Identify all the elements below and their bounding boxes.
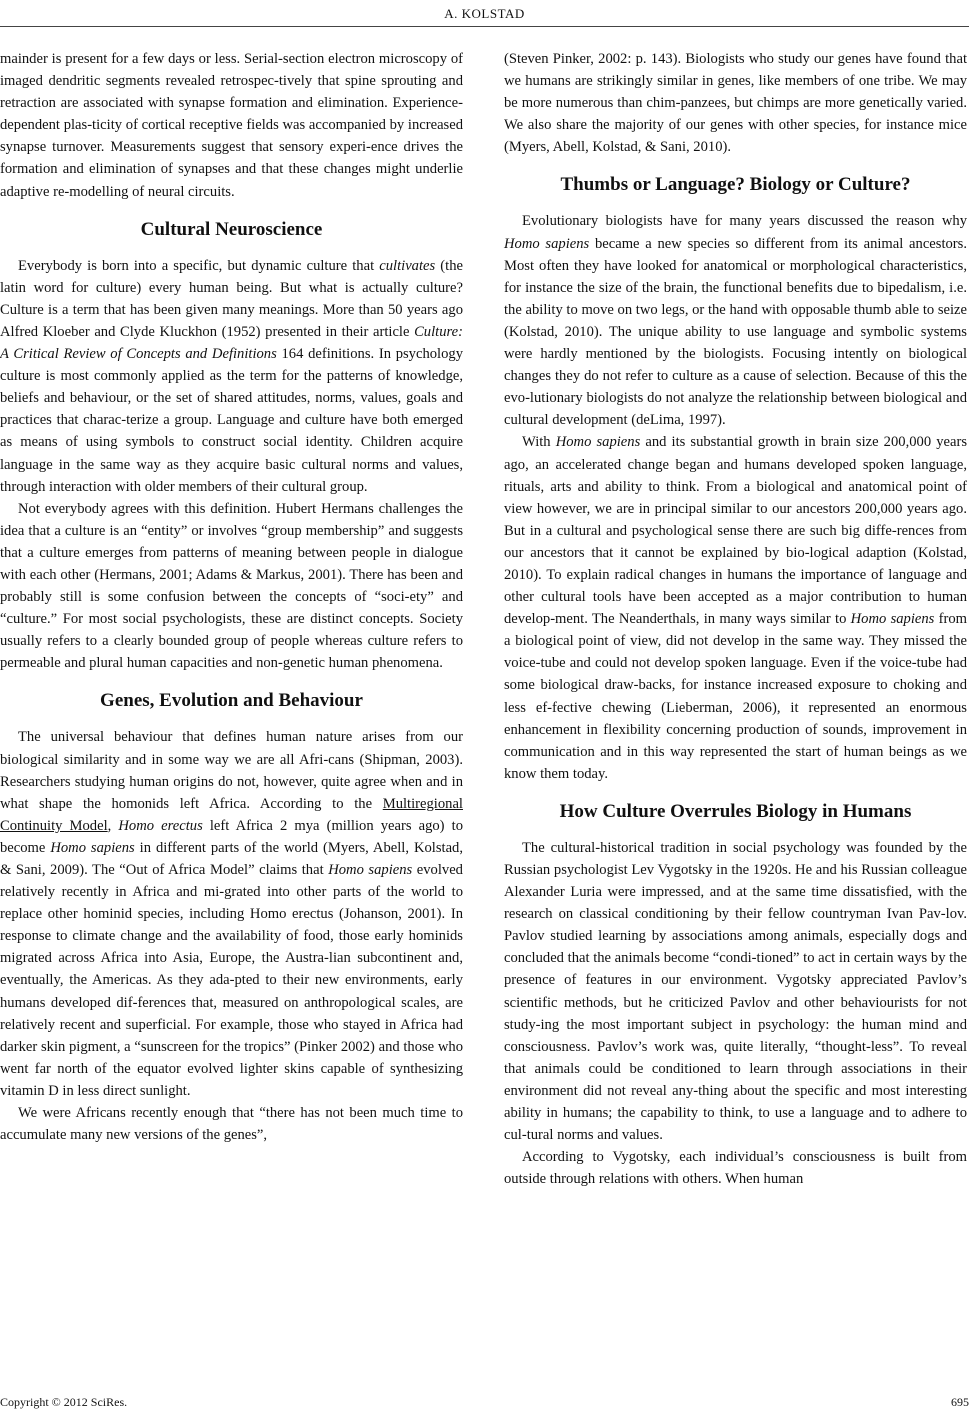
italic-species: Homo sapiens <box>504 235 590 252</box>
section-heading-genes-evolution: Genes, Evolution and Behaviour <box>100 690 363 712</box>
paragraph-pinker-continued: (Steven Pinker, 2002: p. 143). Biologists who study our genes have found that we humans are strikingly similar in genes, like members of one tribe. We may be more numerous than chim-panzees, but chimps are more genetically varied. We also share the majority of our genes with other species, for instance mice (Myers, Abell, Kolstad, & Sani, 2010). <box>504 51 967 156</box>
paragraph-human-origins: The universal behaviour that defines human nature arises from our biological similarity and in some way we are all Afri-cans (Shipman, 2003). Researchers studying human origins do not, however, quite agree when and in what shape the homonids left Africa. According to the Multiregional Continuity Model, Homo erectus left Africa 2 mya (million years ago) to become Homo sapiens in different parts of the world (Myers, Abell, Kolstad, & Sani, 2009). The “Out of Africa Model” claims that Homo sapiens evolved relatively recently in Africa and mi-grated into other parts of the world to replace other hominid species, including Homo erectus (Johanson, 2001). In response to climate change and the availability of food, those early hominids migrated across Africa into Asia, Europe, the Austra-lian subcontinent and, eventually, the Americas. As they ada-pted to their new environments, early humans developed dif-ferences that, measured on anthropological scales, are relatively recent and superficial. For example, those who stayed in Africa had darker skin pigment, a “sunscreen for the tropics” (Pinker 2002) and those who went far north of the equator evolved lighter skins capable of synthesizing vitamin D in less direct sunlight. <box>0 729 463 1099</box>
left-column <box>0 48 463 1146</box>
paragraph-vygotsky-consciousness: According to Vygotsky, each individual’s consciousness is built from outside through relations with others. When human <box>504 1149 967 1188</box>
paragraph-vygotsky-tradition: The cultural-historical tradition in social psychology was founded by the Russian psychologist Lev Vygotsky in the 1920s. He and his Russian colleague Alexander Luria were impressed, and at the same time dissatisfied, with the research on classical conditioning by their fellow countryman Ivan Pav-lov. Pavlov studied learning by associations among animals, especially dogs and concluded that the animals become “condi-tioned” to act in certain ways by the presence of features in our environment. Vygotsky appreciated Pavlov’s scientific methods, but he criticized Pavlov and other behaviourists for not study-ing the most important subject in psychology: the human mind and consciousness. Pavlov’s work was, quite literally, “thought-less”. To reveal that animals could be conditioned to learn through associations in their environment did not reveal any-thing about the specific and most interesting ability in humans; the capability to think, to use a language and to adhere to cul-tural norms and values. <box>504 839 967 1144</box>
paragraph-intro-continued: mainder is present for a few days or less. Serial-section electron microscopy of imaged dendritic segments revealed retrospec-tively that spine sprouting and retraction are associated with synapse formation and elimination. Experience-dependent plas-ticity of cortical receptive fields was accompanied by increased synapse turnover. Measurements suggest that sensory experi-ence drives the formation and elimination of synapses and that these changes might underlie adaptive re-modelling of neural circuits. <box>0 51 463 200</box>
footer-page-number: 695 <box>951 1395 969 1409</box>
section-heading-culture-overrules-biology: How Culture Overrules Biology in Humans <box>559 800 912 822</box>
italic-species: Homo erectus <box>118 817 203 834</box>
italic-term: cultivates <box>379 257 436 274</box>
italic-species: Homo sapiens <box>555 434 641 451</box>
italic-species: Homo sapiens <box>328 862 413 878</box>
italic-species: Homo sapiens <box>50 839 135 856</box>
footer-copyright: Copyright © 2012 SciRes. <box>0 1395 128 1409</box>
italic-article-title: Culture: A Critical Review of Concepts and Definitions <box>0 323 463 363</box>
paragraph-africans: We were Africans recently enough that “there has not been much time to accumulate many new versions of the genes”, <box>0 1105 463 1144</box>
paragraph-culture-definition: Everybody is born into a specific, but dynamic culture that cultivates (the latin word for culture) every human being. But what is actually culture? Culture is a term that has been given many meanings. More than 50 years ago Alfred Kloeber and Clyde Kluckhon (1952) presented in their article Culture: A Critical Review of Concepts and Definitions 164 definitions. In psychology culture is most commonly applied as the term for the patterns of knowledge, beliefs and behaviour, or the set of shared attitudes, norms, values, goals and practices that charac-terize a group. Language and culture have both emerged as means of using symbols to construct social identity. Children acquire language in the same way as they acquire basic cultural norms and values, through interaction with older members of their cultural group. <box>0 257 463 495</box>
paragraph-hermans: Not everybody agrees with this definition. Hubert Hermans challenges the idea that a culture is an “entity” or involves “group membership” and suggests that a culture emerges from patterns of meaning between people in dialogue with each other (Hermans, 2001; Adams & Markus, 2001). There has been and probably still is some confusion between the concepts of “soci-ety” and “culture.” For most social psychologists, these are distinct concepts. Society usually refers to a clearly bounded group of people whereas culture refers to permeable and plural human capacities and non-genetic human phenomena. <box>0 500 463 672</box>
running-head: A. KOLSTAD <box>444 6 525 21</box>
section-heading-thumbs-or-language: Thumbs or Language? Biology or Culture? <box>560 174 911 196</box>
underlined-model-name: Multiregional Continuity Model <box>0 795 463 834</box>
header-rule <box>0 26 969 27</box>
paragraph-brain-growth: With Homo sapiens and its substantial growth in brain size 200,000 years ago, an accelerated change began and humans developed spoken language, rituals, arts and ability to think. From a biological and anatomical point of view however, we are in principal similar to our ancestors 200,000 years ago. But in a cultural and psychological sense there are such big diffe-rences from our ancestors that it cannot be explained by bio-logical adaption (Kolstad, 2010). To explain radical changes in humans the importance of language and other cultural tools have been accepted as a major contribution to human develop-ment. The Neanderthals, in many ways similar to Homo sapiens from a biological point of view, did not develop in the same way. They missed the voice-tube and could not develop spoken language. Even if the voice-tube had some biological draw-backs, for instance increased exposure to choking and less ef-fective chewing (Lieberman, 2006), it represented an enormous enhancement in flexibility concerning production of sounds, improvement in communication and in this way represented the start of human beings as we know them today. <box>504 434 968 782</box>
section-heading-cultural-neuroscience: Cultural Neuroscience <box>140 218 323 240</box>
right-column <box>504 48 967 1190</box>
paragraph-evolutionary-biologists: Evolutionary biologists have for many years discussed the reason why Homo sapiens became a new species so different from its animal ancestors. Most often they have looked for anatomical or morphological characteristics, for instance the size of the brain, the functional benefits due to bipedalism, i.e. the ability to move on two legs, or the hand with opposable thumb able to seize (Kolstad, 2010). The unique ability to use language and symbolic systems were hardly mentioned by the biologists. Focusing intently on biological changes they do not refer to culture as a cause of selection. Because of this the evo-lutionary biologists do not analyze the relationship between biological and cultural development (deLima, 1997). <box>504 213 967 429</box>
italic-species: Homo sapiens <box>850 611 935 628</box>
